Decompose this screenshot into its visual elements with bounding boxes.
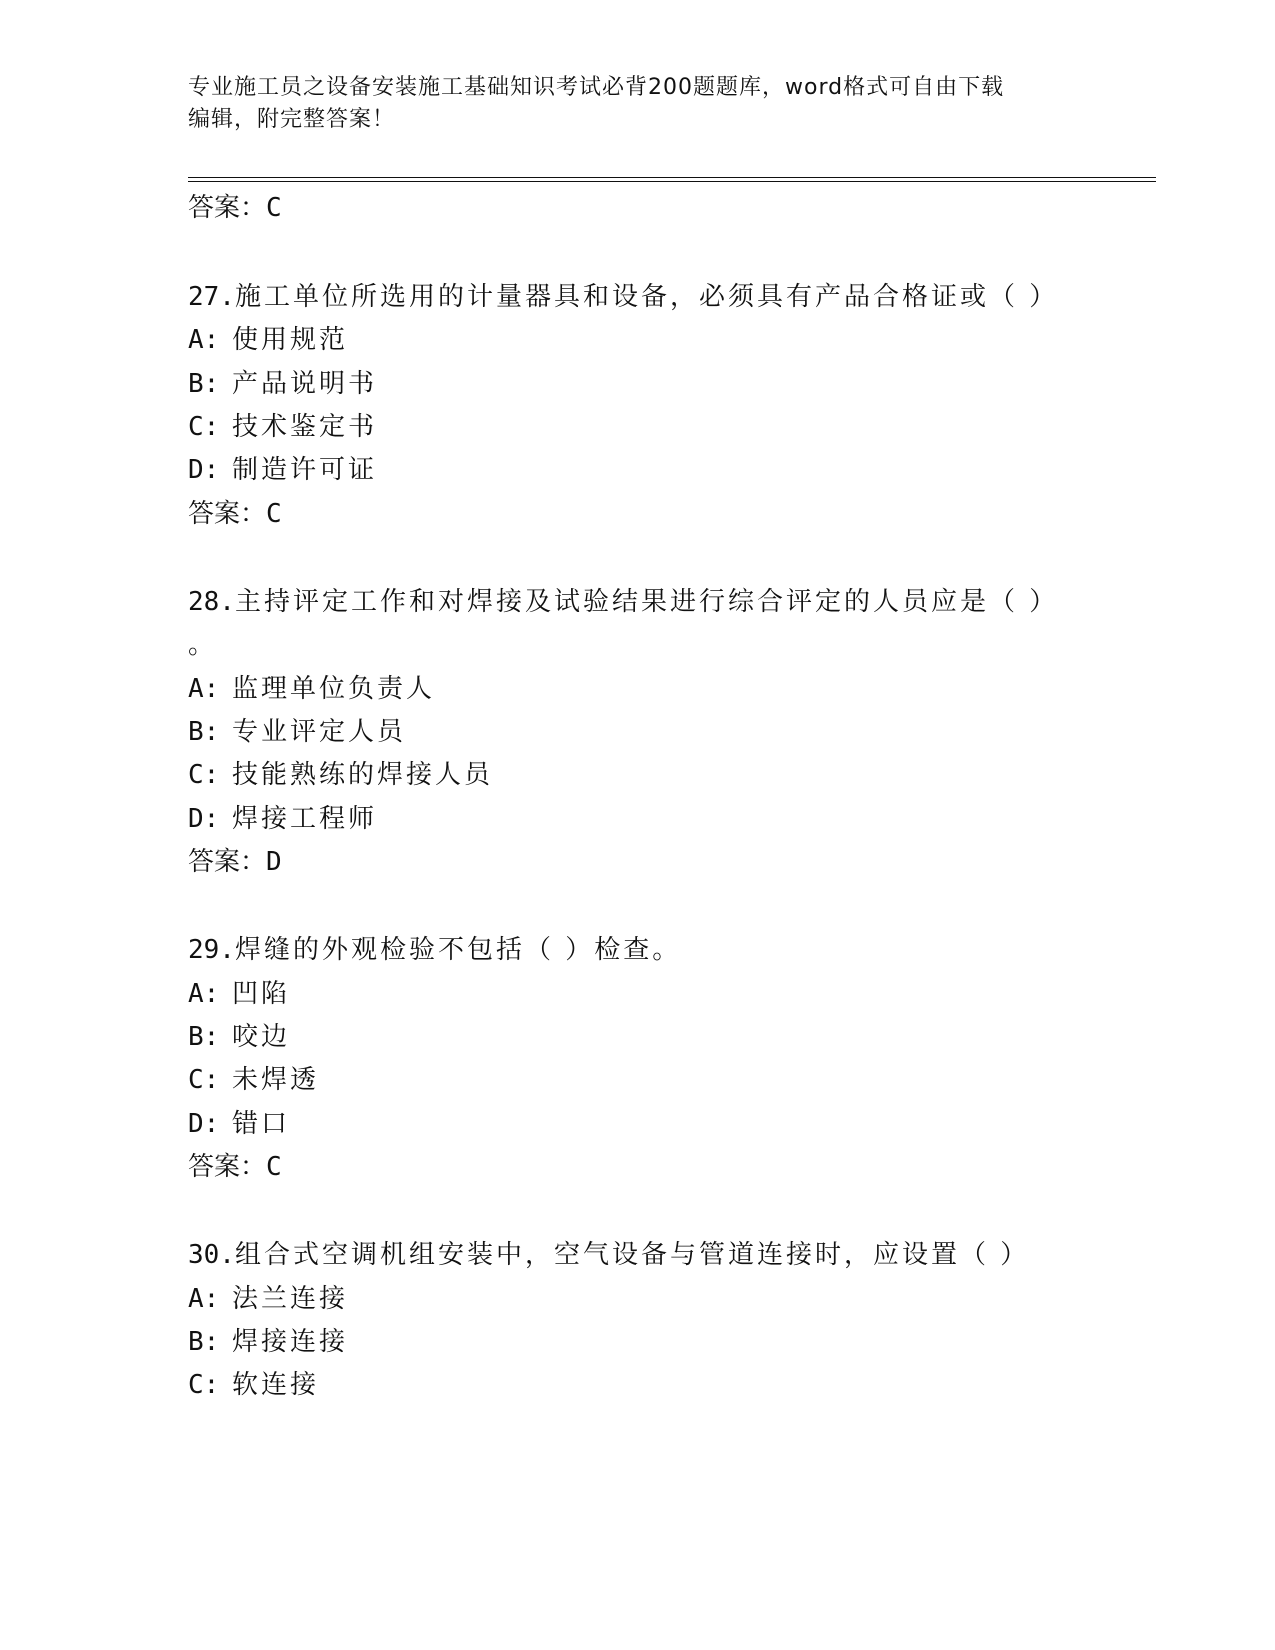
document-header bbox=[188, 72, 1088, 136]
question-stem bbox=[188, 933, 681, 967]
option-b bbox=[188, 1020, 290, 1054]
option-text: 专业评定人员 bbox=[232, 717, 407, 747]
option-key: D: bbox=[188, 1109, 220, 1139]
option-text: 软连接 bbox=[232, 1370, 320, 1400]
option-key: C: bbox=[188, 1370, 220, 1400]
option-key: B: bbox=[188, 717, 220, 747]
option-text: 凹陷 bbox=[232, 979, 291, 1009]
option-c bbox=[188, 758, 493, 792]
option-b bbox=[188, 1325, 348, 1359]
option-key: D: bbox=[188, 455, 220, 485]
option-text: 技能熟练的焊接人员 bbox=[232, 760, 494, 790]
question-stem bbox=[188, 585, 1058, 619]
option-d bbox=[188, 453, 377, 487]
option-a bbox=[188, 323, 348, 357]
question-number: 28. bbox=[188, 587, 235, 617]
answer-line: 答案：C bbox=[188, 193, 282, 223]
option-text: 焊接工程师 bbox=[232, 804, 378, 834]
question-stem bbox=[188, 1238, 1029, 1272]
option-key: A: bbox=[188, 979, 220, 1009]
option-b bbox=[188, 367, 377, 401]
option-c bbox=[188, 1368, 319, 1402]
answer-line: 答案：C bbox=[188, 499, 282, 529]
option-text: 法兰连接 bbox=[232, 1284, 349, 1314]
option-text: 监理单位负责人 bbox=[232, 674, 436, 704]
question-stem-continuation: 。 bbox=[188, 630, 218, 660]
option-a bbox=[188, 1282, 348, 1316]
option-d bbox=[188, 802, 377, 836]
option-key: A: bbox=[188, 674, 220, 704]
option-key: D: bbox=[188, 804, 220, 834]
header-line-1: 专业施工员之设备安装施工基础知识考试必背200题题库，word格式可自由下载 bbox=[188, 75, 1005, 100]
option-text: 使用规范 bbox=[232, 325, 349, 355]
option-key: C: bbox=[188, 760, 220, 790]
header-line-2: 编辑，附完整答案！ bbox=[188, 107, 396, 132]
question-number: 30. bbox=[188, 1240, 235, 1270]
option-a bbox=[188, 977, 290, 1011]
option-key: B: bbox=[188, 1022, 220, 1052]
option-text: 咬边 bbox=[232, 1022, 291, 1052]
option-b bbox=[188, 715, 406, 749]
option-text: 制造许可证 bbox=[232, 455, 378, 485]
option-key: C: bbox=[188, 1065, 220, 1095]
question-stem bbox=[188, 280, 1058, 314]
option-c bbox=[188, 410, 377, 444]
option-key: A: bbox=[188, 1284, 220, 1314]
option-c bbox=[188, 1063, 319, 1097]
option-key: B: bbox=[188, 1327, 220, 1357]
answer-line: 答案：C bbox=[188, 1152, 282, 1182]
question-text: 焊缝的外观检验不包括（ ）检查。 bbox=[234, 935, 682, 965]
question-text: 主持评定工作和对焊接及试验结果进行综合评定的人员应是（ ） bbox=[234, 587, 1059, 617]
option-d bbox=[188, 1107, 290, 1141]
option-text: 焊接连接 bbox=[232, 1327, 349, 1357]
question-text: 组合式空调机组安装中，空气设备与管道连接时，应设置（ ） bbox=[234, 1240, 1030, 1270]
option-text: 未焊透 bbox=[232, 1065, 320, 1095]
option-text: 错口 bbox=[232, 1109, 291, 1139]
option-a bbox=[188, 672, 435, 706]
question-number: 27. bbox=[188, 282, 235, 312]
option-key: C: bbox=[188, 412, 220, 442]
question-number: 29. bbox=[188, 935, 235, 965]
question-text: 施工单位所选用的计量器具和设备，必须具有产品合格证或（ ） bbox=[234, 282, 1059, 312]
option-text: 技术鉴定书 bbox=[232, 412, 378, 442]
option-key: A: bbox=[188, 325, 220, 355]
option-key: B: bbox=[188, 369, 220, 399]
option-text: 产品说明书 bbox=[232, 369, 378, 399]
answer-line: 答案：D bbox=[188, 847, 282, 877]
header-divider-top bbox=[188, 177, 1156, 178]
header-divider-bottom bbox=[188, 181, 1156, 182]
